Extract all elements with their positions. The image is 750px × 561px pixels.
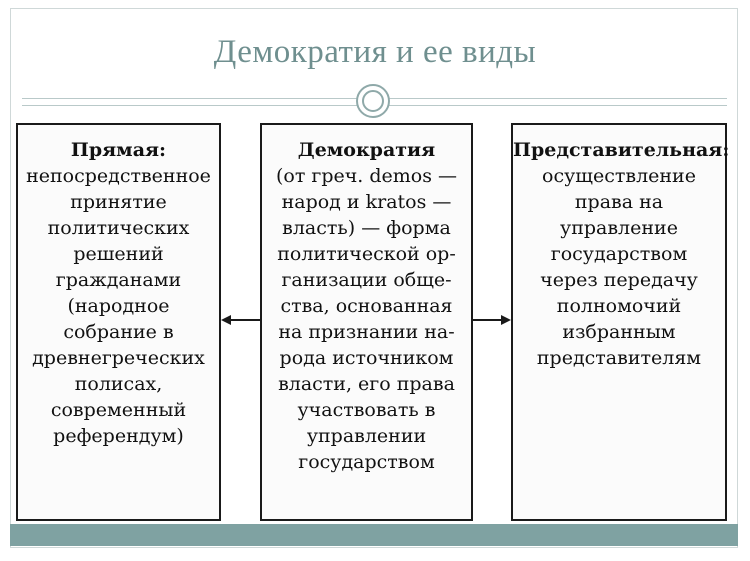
direct-democracy-text: непосредственное принятие политических решений гражданами (народное собрание в древнегреческих полисах, современный референдум) [26, 165, 211, 447]
representative-democracy-heading: Представительная: [513, 139, 730, 161]
arrow-left-icon [221, 314, 260, 326]
circle-ornament-icon [356, 84, 390, 118]
direct-democracy-heading: Прямая: [70, 139, 167, 161]
footer-accent-bar [10, 524, 738, 546]
democracy-heading: Демократия [297, 139, 436, 161]
representative-democracy-text: осуществление права на управление государством через передачу полномочий избранным представителям [536, 165, 702, 369]
representative-democracy-box [511, 123, 730, 521]
arrow-right-icon [473, 314, 511, 326]
democracy-definition-text: (от греч. demos — народ и kratos — власть) — форма политической ор- ганизации обще- ства, основанная на признании на- рода источником власти, его права участвовать в управлении государством [275, 165, 458, 473]
slide-title: Демократия и ее виды [213, 34, 537, 70]
direct-democracy-box [16, 123, 221, 521]
democracy-definition-box [260, 123, 473, 521]
